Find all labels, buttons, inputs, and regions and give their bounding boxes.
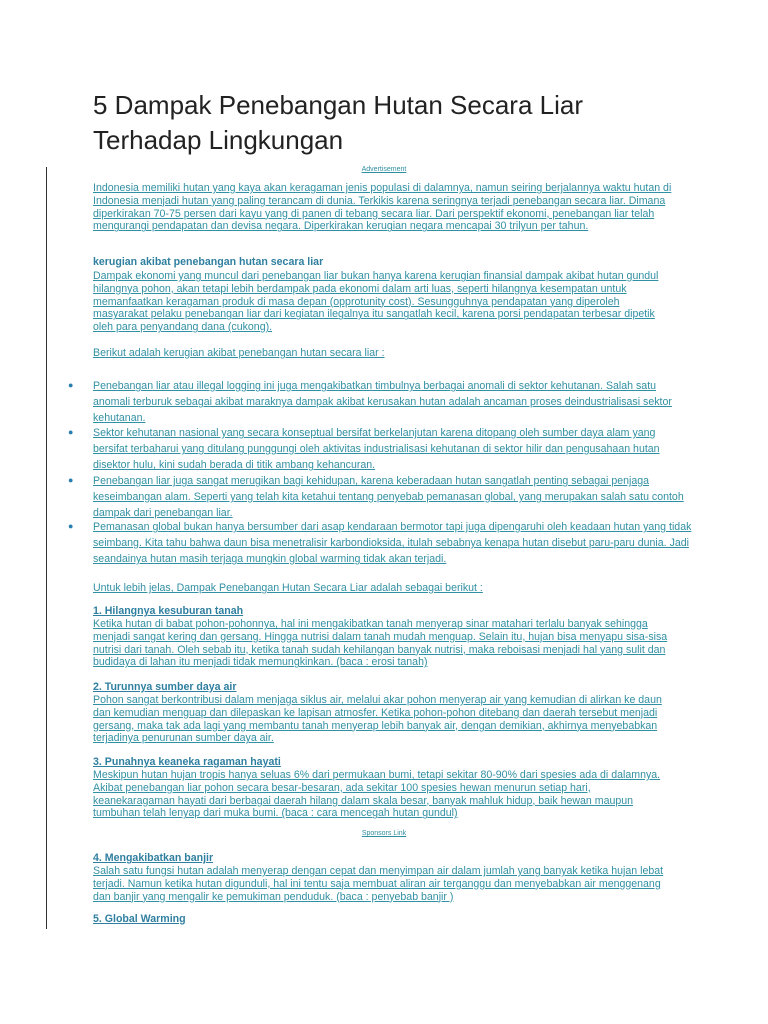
loss-heading[interactable]: kerugian akibat penebangan hutan secara liar — [93, 256, 324, 268]
left-margin-rule — [46, 167, 47, 929]
intro-paragraph[interactable]: Indonesia memiliki hutan yang kaya akan keragaman jenis populasi di dalamnya, namun seiring berjalannya waktu hutan di Indonesia menjadi hutan yang paling terancam di dunia. Terkikis karena seringnya terjadi penebangan secara liar. Dimana diperkirakan 70-75 persen dari kayu yang di panen di tebang secara liar. Dari perspektif ekonomi, penebangan liar telah mengurangi pendapatan dan devisa negara. Diperkirakan kerugian negara mencapai 30 trilyun per tahun. — [93, 182, 672, 233]
section-2-heading[interactable]: 2. Turunnya sumber daya air — [93, 681, 237, 693]
bullet-marker: ● — [68, 521, 74, 531]
section-3-body[interactable]: Meskipun hutan hujan tropis hanya seluas 6% dari permukaan bumi, tetapi sekitar 80-90% dari spesies ada di dalamnya. Akibat penebangan liar pohon secara besar-besaran, ada sekitar 100 spesies hewan menurun setiap hari, keanekaragaman hayati dari berbagai daerah hilang dalam skala besar, banyak mahluk hidup, baik hewan maupun tumbuhan telah lenyap dari muka bumi. (baca : cara mencegah hutan gundul) — [93, 769, 661, 820]
section-4-body[interactable]: Salah satu fungsi hutan adalah menyerap dengan cepat dan menyimpan air dalam jumlah yang banyak ketika hujan lebat terjadi. Namun ketika hutan digunduli, hal ini tentu saja membuat aliran air terganggu dan menyebabkan air menggenang dan banjir yang mengalir ke pemukiman penduduk. (baca : penyebab banjir ) — [93, 865, 664, 903]
advertisement-label[interactable]: Advertisement — [361, 166, 407, 173]
bullet-marker: ● — [68, 427, 74, 437]
section-5-heading[interactable]: 5. Global Warming — [93, 913, 186, 925]
section-1-body[interactable]: Ketika hutan di babat pohon-pohonnya, hal ini mengakibatkan tanah menyerap sinar matahari terlalu banyak sehingga menjadi sangat kering dan gersang. Hingga nutrisi dalam tanah mudah menguap. Selain itu, hujan bisa menyapu sisa-sisa nutrisi dari tanah. Oleh sebab itu, ketika tanah sudah kehilangan banyak nutrisi, maka reboisasi menjadi hal yang sulit dan budidaya di lahan itu menjadi tidak memungkinkan. (baca : erosi tanah) — [93, 618, 668, 669]
list-intro[interactable]: Berikut adalah kerugian akibat penebangan hutan secara liar : — [93, 347, 385, 359]
section-4-heading[interactable]: 4. Mengakibatkan banjir — [93, 852, 214, 864]
section-2-body[interactable]: Pohon sangat berkontribusi dalam menjaga siklus air, melalui akar pohon menyerap air yang kemudian di alirkan ke daun dan kemudian menguap dan dilepaskan ke lapisan atmosfer. Ketika pohon-pohon ditebang dan daerah tersebut menjadi gersang, maka tak ada lagi yang membantu tanah menyerap lebih banyak air, dengan demikian, akhirnya menyebabkan terjadinya penurunan sumber daya air. — [93, 694, 662, 745]
bullet-marker: ● — [68, 380, 74, 390]
bullet-marker: ● — [68, 475, 74, 485]
section-1-heading[interactable]: 1. Hilangnya kesuburan tanah — [93, 605, 244, 617]
article-title: 5 Dampak Penebangan Hutan Secara Liar Terhadap Lingkungan — [93, 90, 583, 155]
bullet-item-2[interactable]: Sektor kehutanan nasional yang secara konseptual bersifat berkelanjutan karena ditopang oleh sumber daya alam yang bersifat terbaharui yang ditulang punggungi oleh aktivitas industrialisasi kehutanan di sektor hilir dan pengusahaan hutan disektor hulu, kini sudah berada di titik ambang kehancuran. — [93, 427, 660, 471]
bullet-item-4[interactable]: Pemanasan global bukan hanya bersumber dari asap kendaraan bermotor tapi juga dipengaruhi oleh keadaan hutan yang tidak seimbang. Kita tahu bahwa daun bisa menetralisir karbondioksida, itulah sebabnya kenapa hutan disebut paru-paru dunia. Jadi seandainya hutan masih terjaga mungkin global warming tidak akan terjadi. — [93, 521, 692, 565]
loss-paragraph[interactable]: Dampak ekonomi yang muncul dari penebangan liar bukan hanya karena kerugian finansial dampak akibat hutan gundul hilangnya pohon, akan tetapi lebih berdampak pada ekonomi dalam arti luas, seperti hilangnya kesempatan untuk memanfaatkan keragaman produk di masa depan (opprotunity cost). Sesungguhnya pendapatan yang diperoleh masyarakat pelaku penebangan liar dari kegiatan ilegalnya itu sangatlah kecil, karena porsi pendapatan terbesar dipetik oleh para penyandang dana (cukong). — [93, 270, 659, 334]
sponsors-link-label[interactable]: Sponsors Link — [361, 830, 407, 837]
section-3-heading[interactable]: 3. Punahnya keaneka ragaman hayati — [93, 756, 281, 768]
bullet-item-1[interactable]: Penebangan liar atau illegal logging ini juga mengakibatkan timbulnya berbagai anomali di sektor kehutanan. Salah satu anomali terburuk sebagai akibat maraknya dampak akibat kerusakan hutan adalah ancaman proses deindustrialisasi sektor kehutanan. — [93, 380, 672, 424]
impacts-intro[interactable]: Untuk lebih jelas, Dampak Penebangan Hutan Secara Liar adalah sebagai berikut : — [93, 582, 483, 594]
bullet-item-3[interactable]: Penebangan liar juga sangat merugikan bagi kehidupan, karena keberadaan hutan sangatlah penting sebagai penjaga keseimbangan alam. Seperti yang telah kita ketahui tentang penyebab pemanasan global, yang merupakan salah satu contoh dampak dari penebangan liar. — [93, 475, 684, 519]
